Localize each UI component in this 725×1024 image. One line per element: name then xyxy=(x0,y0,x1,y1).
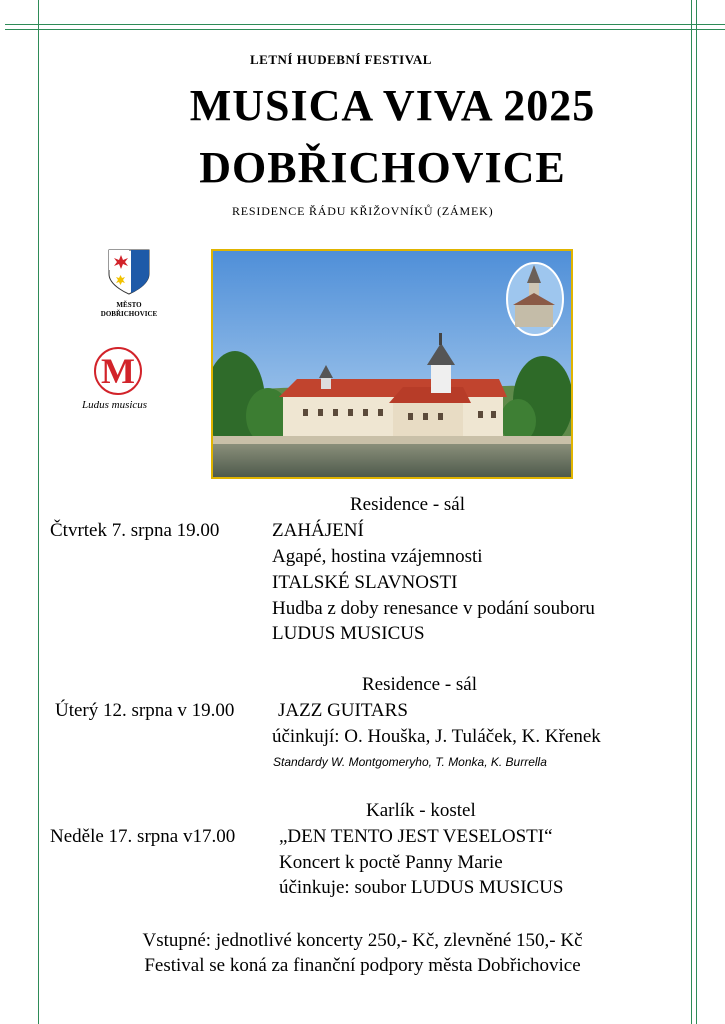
page-subtitle-city: DOBŘICHOVICE xyxy=(199,143,566,192)
event-3-line-2: Koncert k poctě Panny Marie xyxy=(279,852,503,873)
ludus-m-icon xyxy=(94,347,142,395)
event-1-line-5: LUDUS MUSICUS xyxy=(272,623,425,644)
venue-subtitle: RESIDENCE ŘÁDU KŘIŽOVNÍKŮ (ZÁMEK) xyxy=(232,204,494,218)
event-1-line-3: ITALSKÉ SLAVNOSTI xyxy=(272,572,458,593)
event-3-line-3: účinkuje: soubor LUDUS MUSICUS xyxy=(279,877,564,898)
ludus-musicus-logo xyxy=(82,343,166,418)
event-2-note: Standardy W. Montgomeryho, T. Monka, K. Burrella xyxy=(273,755,547,769)
frame-line-top xyxy=(5,24,725,25)
event-2-line-2: účinkují: O. Houška, J. Tuláček, K. Křenek xyxy=(272,726,601,747)
event-3-date: Neděle 17. srpna v17.00 xyxy=(50,826,236,847)
event-1-line-2: Agapé, hostina vzájemnosti xyxy=(272,546,483,567)
city-shield-icon xyxy=(107,248,151,296)
frame-line-left xyxy=(38,0,39,1024)
chateau-photo xyxy=(211,249,573,479)
event-1-line-4: Hudba z doby renesance v podání souboru xyxy=(272,598,595,619)
event-2-title: JAZZ GUITARS xyxy=(278,700,408,721)
city-logo xyxy=(84,248,174,323)
event-1-venue: Residence - sál xyxy=(350,494,466,515)
frame-line-top-inner xyxy=(5,29,725,30)
city-logo-text-line1: MĚSTO xyxy=(116,301,142,309)
event-3-title: „DEN TENTO JEST VESELOSTI“ xyxy=(279,826,553,847)
city-logo-text-line2: DOBŘICHOVICE xyxy=(100,310,158,318)
admission-text: Vstupné: jednotlivé koncerty 250,- Kč, zlevněné 150,- Kč xyxy=(142,930,583,951)
event-1-date: Čtvrtek 7. srpna 19.00 xyxy=(50,520,220,541)
event-3-venue: Karlík - kostel xyxy=(366,800,476,821)
page-title: MUSICA VIVA 2025 xyxy=(189,81,596,130)
event-2-venue: Residence - sál xyxy=(362,674,478,695)
festival-label: LETNÍ HUDEBNÍ FESTIVAL xyxy=(250,52,432,67)
ludus-m-letter: M xyxy=(101,351,135,391)
event-1-title: ZAHÁJENÍ xyxy=(272,520,364,541)
ludus-name: Ludus musicus xyxy=(82,399,148,411)
support-text: Festival se koná za finanční podpory města Dobřichovice xyxy=(144,955,581,976)
event-2-date: Úterý 12. srpna v 19.00 xyxy=(55,700,235,721)
